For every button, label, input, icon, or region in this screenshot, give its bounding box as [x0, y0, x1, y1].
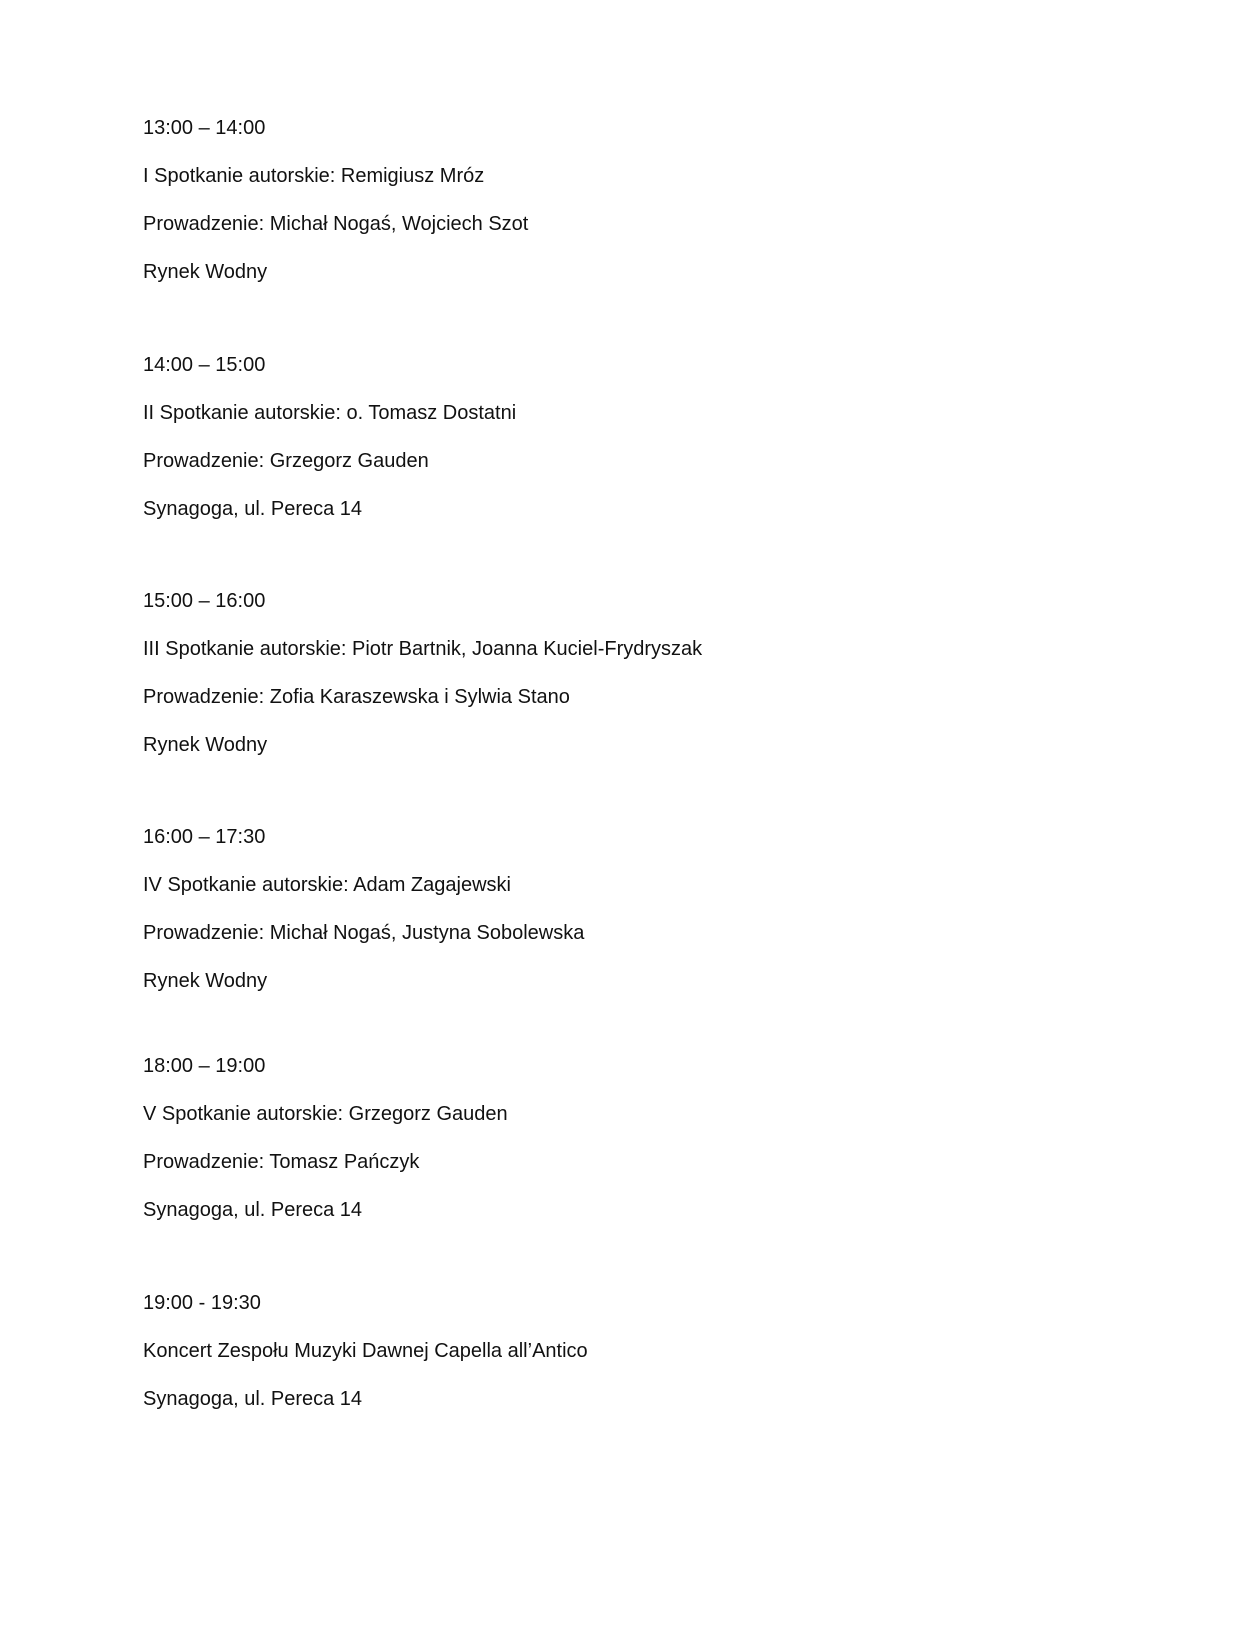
event-host: Prowadzenie: Zofia Karaszewska i Sylwia Stano — [143, 686, 570, 708]
event-title: V Spotkanie autorskie: Grzegorz Gauden — [143, 1103, 508, 1125]
event-place: Synagoga, ul. Pereca 14 — [143, 498, 363, 520]
event-time: 14:00 – 15:00 — [143, 354, 266, 376]
event-block — [143, 1054, 508, 1246]
event-time: 16:00 – 17:30 — [143, 826, 266, 848]
event-time: 18:00 – 19:00 — [143, 1055, 266, 1077]
event-host: Prowadzenie: Tomasz Pańczyk — [143, 1151, 420, 1173]
event-place: Rynek Wodny — [143, 734, 268, 756]
event-title: II Spotkanie autorskie: o. Tomasz Dostatni — [143, 402, 517, 424]
event-place: Synagoga, ul. Pereca 14 — [143, 1388, 363, 1410]
event-time: 15:00 – 16:00 — [143, 590, 266, 612]
event-time: 19:00 - 19:30 — [143, 1292, 261, 1314]
event-block — [143, 825, 584, 1017]
event-title: Koncert Zespołu Muzyki Dawnej Capella all’Antico — [143, 1340, 588, 1362]
event-host: Prowadzenie: Michał Nogaś, Wojciech Szot — [143, 213, 529, 235]
event-place: Rynek Wodny — [143, 970, 268, 992]
event-block — [143, 353, 516, 545]
event-title: IV Spotkanie autorskie: Adam Zagajewski — [143, 874, 511, 896]
event-block — [143, 589, 702, 781]
event-time: 13:00 – 14:00 — [143, 117, 266, 139]
event-place: Rynek Wodny — [143, 261, 268, 283]
event-title: I Spotkanie autorskie: Remigiusz Mróz — [143, 165, 485, 187]
event-title: III Spotkanie autorskie: Piotr Bartnik, Joanna Kuciel-Frydryszak — [143, 638, 703, 660]
event-host: Prowadzenie: Michał Nogaś, Justyna Sobolewska — [143, 922, 585, 944]
event-block — [143, 116, 528, 308]
event-block — [143, 1291, 588, 1435]
event-host: Prowadzenie: Grzegorz Gauden — [143, 450, 429, 472]
event-place: Synagoga, ul. Pereca 14 — [143, 1199, 363, 1221]
